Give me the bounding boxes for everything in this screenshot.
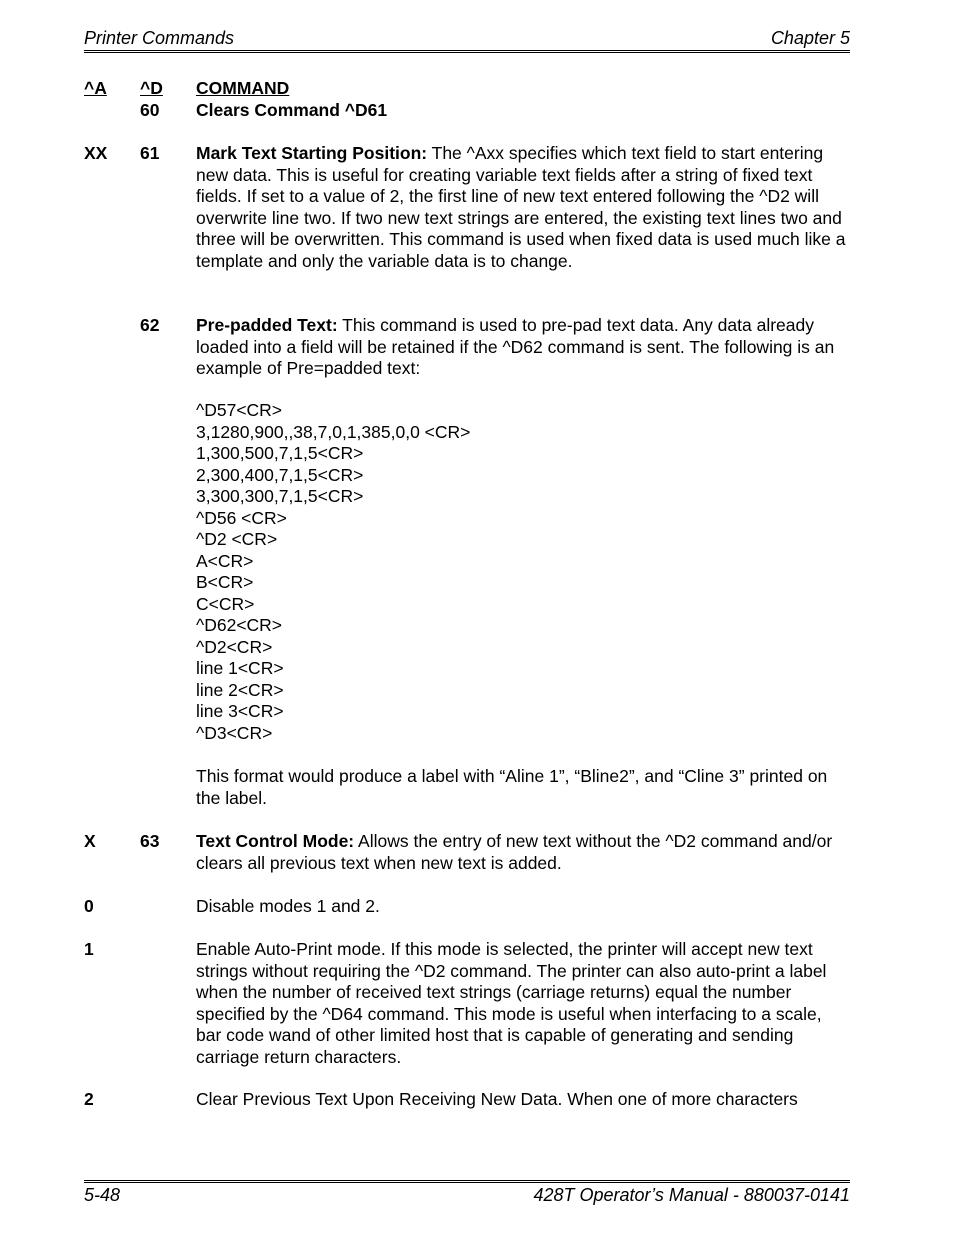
code-line: C<CR> <box>196 593 255 614</box>
page-number: 5-48 <box>84 1185 121 1205</box>
code-line: line 1<CR> <box>196 658 284 678</box>
mode-value: 2 <box>84 1089 94 1109</box>
header-rule <box>84 50 850 53</box>
code-line: ^D62<CR> <box>196 615 283 635</box>
mode-description: Disable modes 1 and 2. <box>196 896 380 916</box>
code-line: ^D57<CR> <box>196 400 283 420</box>
code-line: ^D2<CR> <box>196 636 273 657</box>
code-line: ^D2 <CR> <box>196 529 278 549</box>
command-parameter: XX <box>84 143 108 163</box>
command-description <box>196 315 850 380</box>
mode-description: Clear Previous Text Upon Receiving New Data. When one of more characters <box>196 1089 798 1109</box>
command-title: Text Control Mode: <box>196 831 355 851</box>
command-title: Pre-padded Text: <box>196 315 338 335</box>
command-title: Clears Command ^D61 <box>196 100 388 120</box>
column-d-heading: ^D <box>140 78 163 98</box>
command-number: 61 <box>140 143 160 163</box>
mode-value: 1 <box>84 939 94 959</box>
command-description <box>196 143 850 273</box>
command-parameter: X <box>84 831 96 851</box>
code-example <box>196 400 836 744</box>
command-number: 60 <box>140 100 160 120</box>
code-line: ^D3<CR> <box>196 722 273 743</box>
header-chapter: Chapter 5 <box>770 28 850 48</box>
mode-description: Enable Auto-Print mode. If this mode is selected, the printer will accept new text strings without requiring the ^D2 command. The printer can also auto-print a label when the number of received text strings (carriage returns) equal the number specified by the ^D64 command. This mode is useful when interfacing to a scale, bar code wand of other limited host that is capable of generating and sending carriage return characters. <box>196 939 827 1067</box>
command-description <box>196 831 850 874</box>
command-number: 62 <box>140 315 160 335</box>
command-body: This command is used to pre-pad text data. Any data already loaded into a field will be retained if the ^D62 command is sent. The following is an example of Pre=padded text: <box>196 315 835 379</box>
code-line: 1,300,500,7,1,5<CR> <box>196 443 364 463</box>
command-number: 63 <box>140 831 160 851</box>
mode-value: 0 <box>84 896 94 916</box>
column-command-heading: COMMAND <box>196 78 290 98</box>
code-line: A<CR> <box>196 550 254 571</box>
format-note-text: This format would produce a label with “Aline 1”, “Bline2”, and “Cline 3” printed on the label. <box>196 766 828 808</box>
command-body: The ^Axx specifies which text field to start entering new data. This is useful for creating variable text fields after a string of fixed text fields. If set to a value of 2, the first line of new text entered following the ^D2 will overwrite line two. If two new text strings are entered, the existing text lines two and three will be overwritten. This command is used when fixed data is used much like a template and only the variable data is to change. <box>196 143 846 271</box>
command-body: Allows the entry of new text without the ^D2 command and/or clears all previous text when new text is added. <box>196 831 833 873</box>
code-line: line 3<CR> <box>196 701 284 721</box>
header-section-title: Printer Commands <box>84 28 235 48</box>
column-a-heading: ^A <box>84 78 107 98</box>
code-line: ^D56 <CR> <box>196 507 287 528</box>
manual-title: 428T Operator’s Manual - 880037-0141 <box>533 1185 850 1205</box>
command-title: Mark Text Starting Position: <box>196 143 428 163</box>
code-line: 2,300,400,7,1,5<CR> <box>196 464 364 485</box>
code-line: line 2<CR> <box>196 679 284 700</box>
code-line: B<CR> <box>196 572 254 592</box>
code-line: 3,300,300,7,1,5<CR> <box>196 486 364 506</box>
code-line: 3,1280,900,,38,7,0,1,385,0,0 <CR> <box>196 421 471 442</box>
footer-rule <box>84 1180 850 1183</box>
